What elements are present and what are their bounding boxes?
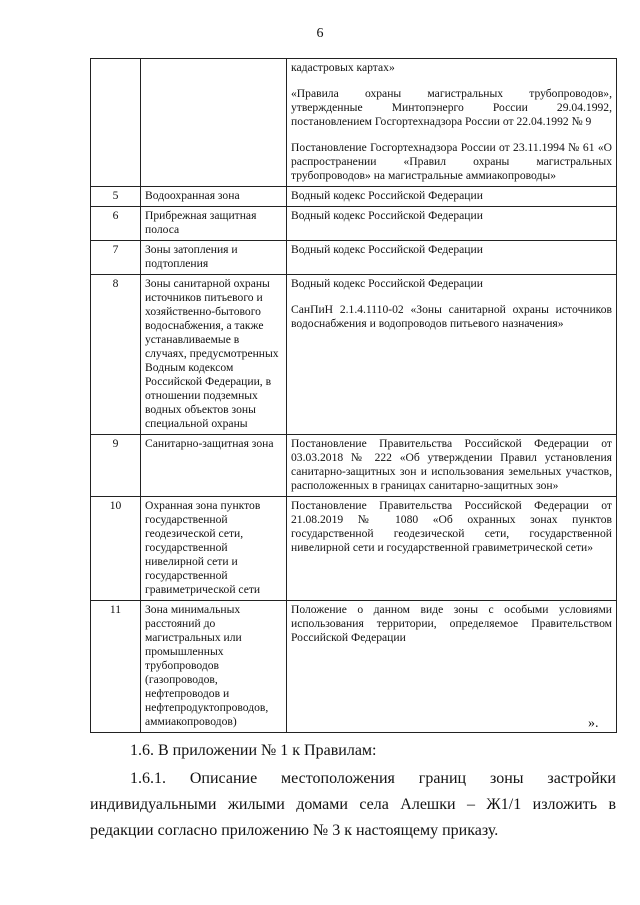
table-row (91, 497, 617, 601)
document-reference: Водный кодекс Российской Федерации (291, 189, 483, 202)
regulatory-documents (287, 241, 617, 275)
regulatory-documents (287, 435, 617, 497)
document-reference: Положение о данном виде зоны с особыми условиями использования территории, определяемое Правительством Российской Федерации (291, 603, 612, 644)
document-reference: Водный кодекс Российской Федерации (291, 277, 483, 290)
row-number (91, 59, 141, 187)
document-reference: Постановление Правительства Российской Федерации от 03.03.2018 № 222 «Об утверждении Правил установления санитарно-защитных зон и использования земельных участков, расположенных в границах санитарно-защитных зон» (291, 437, 612, 492)
page-number: 6 (316, 26, 324, 41)
document-reference: «Правила охраны магистральных трубопроводов», утвержденные Минтопэнерго России 29.04.1992, постановлением Госгортехнадзора России от 22.04.1992 № 9 (291, 87, 612, 128)
row-number: 5 (91, 187, 141, 207)
closing-quote: ». (588, 716, 599, 731)
regulatory-documents (287, 207, 617, 241)
table-row (91, 59, 617, 187)
zone-name: Охранная зона пунктов государственной геодезической сети, государственной нивелирной сети и государственной гравиметрической сети (141, 497, 287, 601)
zones-table (90, 58, 617, 733)
table-row (91, 275, 617, 435)
row-number: 7 (91, 241, 141, 275)
row-number: 9 (91, 435, 141, 497)
regulatory-documents (287, 275, 617, 435)
document-reference: Водный кодекс Российской Федерации (291, 209, 483, 222)
paragraph-1-6: 1.6. В приложении № 1 к Правилам: (130, 742, 377, 759)
regulatory-documents (287, 497, 617, 601)
row-number: 6 (91, 207, 141, 241)
zone-name: Прибрежная защитная полоса (141, 207, 287, 241)
row-number: 11 (91, 601, 141, 733)
document-reference: Постановление Госгортехнадзора России от 23.11.1994 № 61 «О распространении «Правил охраны магистральных трубопроводов» на магистральные аммиакопроводы» (291, 141, 612, 182)
table-row (91, 435, 617, 497)
table-row (91, 601, 617, 733)
document-reference: СанПиН 2.1.4.1110-02 «Зоны санитарной охраны источников водоснабжения и водопроводов питьевого назначения» (291, 303, 612, 330)
zone-name (141, 59, 287, 187)
zone-name: Зоны санитарной охраны источников питьевого и хозяйственно-бытового водоснабжения, а также устанавливаемые в случаях, предусмотренных Водным кодексом Российской Федерации, в отношении подземных водных объектов зоны специальной охраны (141, 275, 287, 435)
row-number: 10 (91, 497, 141, 601)
zone-name: Водоохранная зона (141, 187, 287, 207)
table-row (91, 207, 617, 241)
zone-name: Зоны затопления и подтопления (141, 241, 287, 275)
zone-name: Санитарно-защитная зона (141, 435, 287, 497)
zone-name: Зона минимальных расстояний до магистральных или промышленных трубопроводов (газопроводов, нефтепроводов и нефтепродуктопроводов, аммиакопроводов) (141, 601, 287, 733)
regulatory-documents (287, 187, 617, 207)
row-number: 8 (91, 275, 141, 435)
table-row (91, 241, 617, 275)
document-reference: Постановление Правительства Российской Федерации от 21.08.2019 № 1080 «Об охранных зонах пунктов государственной геодезической сети, государственной нивелирной сети и государственной гравиметрической сети» (291, 499, 612, 554)
regulatory-documents (287, 601, 617, 733)
document-reference: кадастровых картах» (291, 61, 395, 74)
paragraph-1-6-1: 1.6.1. Описание местоположения границ зоны застройки индивидуальными жилыми домами села Алешки – Ж1/1 изложить в редакции согласно приложению № 3 к настоящему приказу. (90, 770, 616, 839)
document-reference: Водный кодекс Российской Федерации (291, 243, 483, 256)
table-row (91, 187, 617, 207)
regulatory-documents (287, 59, 617, 187)
